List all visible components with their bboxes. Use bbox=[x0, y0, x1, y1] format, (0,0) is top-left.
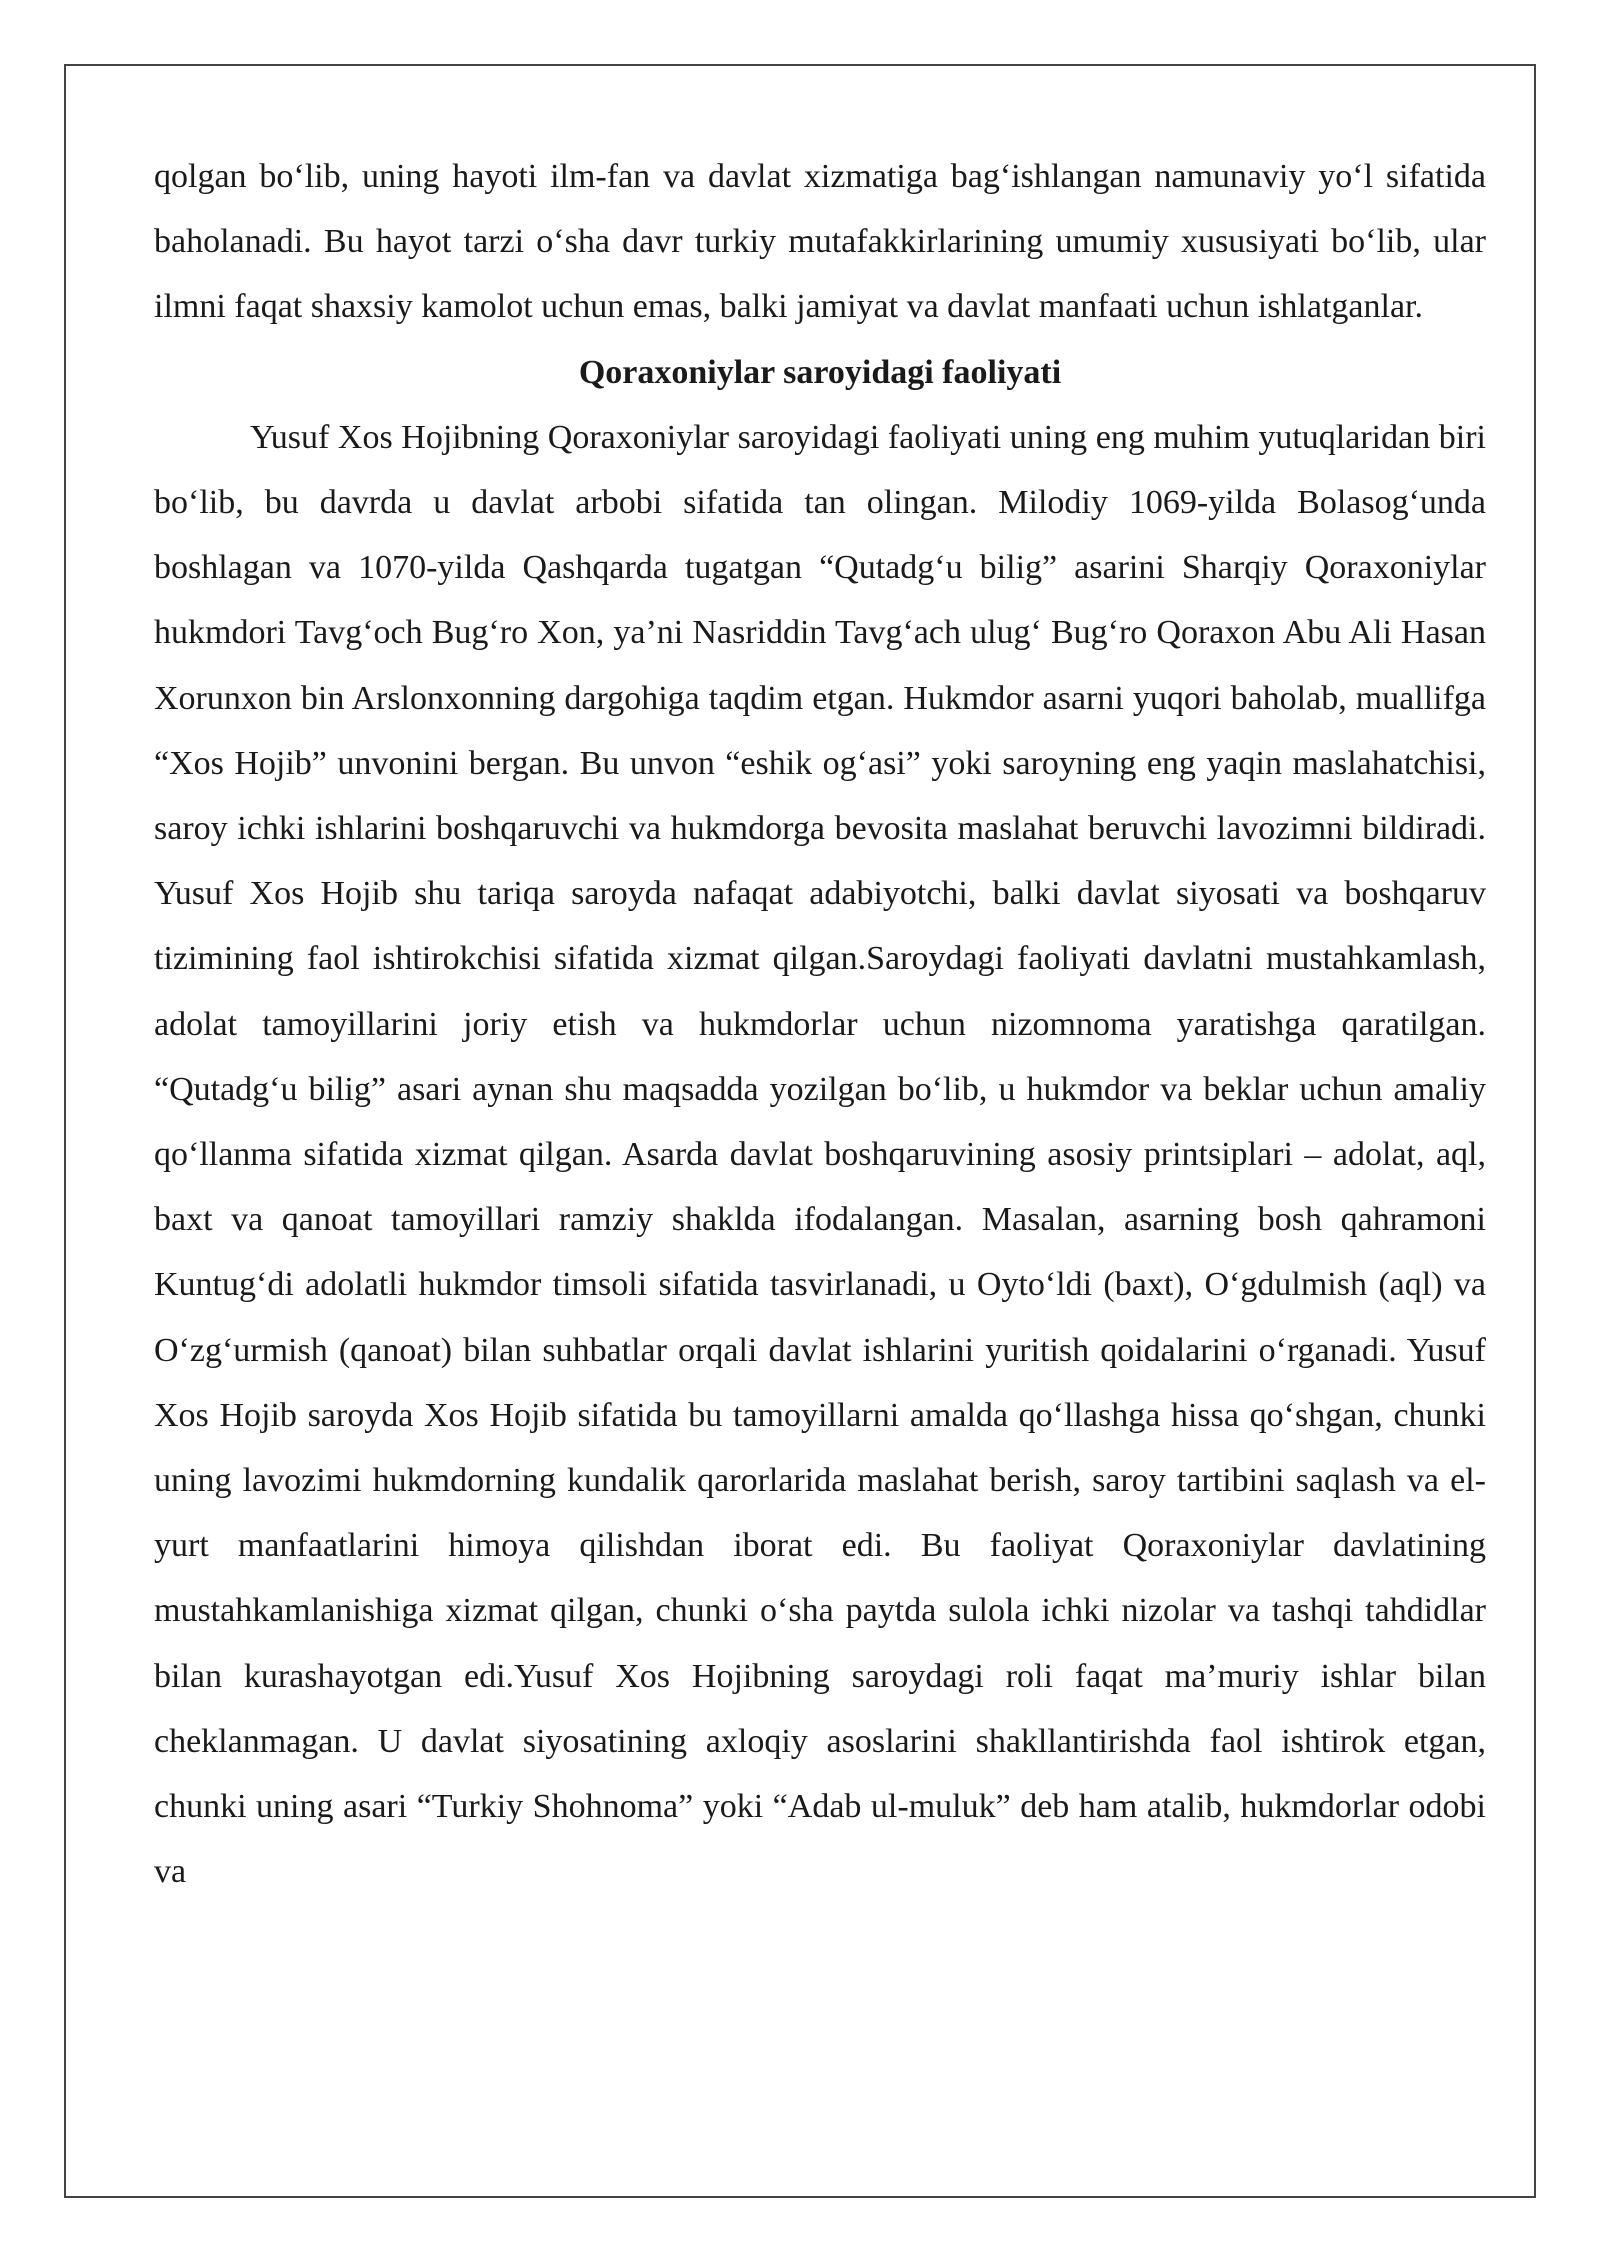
document-body bbox=[154, 144, 1486, 1904]
section-heading: Qoraxoniylar saroyidagi faoliyati bbox=[578, 353, 1062, 391]
paragraph-main: Yusuf Xos Hojibning Qoraxoniylar saroyidagi faoliyati uning eng muhim yutuqlaridan biri bo‘lib, bu davrda u davlat arbobi sifatida tan olingan. Milodiy 1069-yilda Bolasog‘unda boshlagan va 1070-yilda Qashqarda tugatgan “Qutadg‘u bilig” asarini Sharqiy Qoraxoniylar hukmdori Tavg‘och Bug‘ro Xon, ya’ni Nasriddin Tavg‘ach ulug‘ Bug‘ro Qoraxon Abu Ali Hasan Xorunxon bin Arslonxonning dargohiga taqdim etgan. Hukmdor asarni yuqori baholab, muallifga “Xos Hojib” unvonini bergan. Bu unvon “eshik og‘asi” yoki saroyning eng yaqin maslahatchisi, saroy ichki ishlarini boshqaruvchi va hukmdorga bevosita maslahat beruvchi lavozimni bildiradi. Yusuf Xos Hojib shu tariqa saroyda nafaqat adabiyotchi, balki davlat siyosati va boshqaruv tizimining faol ishtirokchisi sifatida xizmat qilgan.Saroydagi faoliyati davlatni mustahkamlash, adolat tamoyillarini joriy etish va hukmdorlar uchun nizomnoma yaratishga qaratilgan. “Qutadg‘u bilig” asari aynan shu maqsadda yozilgan bo‘lib, u hukmdor va beklar uchun amaliy qo‘llanma sifatida xizmat qilgan. Asarda davlat boshqaruvining asosiy printsiplari – adolat, aql, baxt va qanoat tamoyillari ramziy shaklda ifodalangan. Masalan, asarning bosh qahramoni Kuntug‘di adolatli hukmdor timsoli sifatida tasvirlanadi, u Oyto‘ldi (baxt), O‘gdulmish (aql) va O‘zg‘urmish (qanoat) bilan suhbatlar orqali davlat ishlarini yuritish qoidalarini o‘rganadi. Yusuf Xos Hojib saroyda Xos Hojib sifatida bu tamoyillarni amalda qo‘llashga hissa qo‘shgan, chunki uning lavozimi hukmdorning kundalik qarorlarida maslahat berish, saroy tartibini saqlash va el-yurt manfaatlarini himoya qilishdan iborat edi. Bu faoliyat Qoraxoniylar davlatining mustahkamlanishiga xizmat qilgan, chunki o‘sha paytda sulola ichki nizolar va tashqi tahdidlar bilan kurashayotgan edi.Yusuf Xos Hojibning saroydagi roli faqat ma’muriy ishlar bilan cheklanmagan. U davlat siyosatining axloqiy asoslarini shakllantirishda faol ishtirok etgan, chunki uning asari “Turkiy Shohnoma” yoki “Adab ul-muluk” deb ham atalib, hukmdorlar odobi va bbox=[154, 418, 1486, 1891]
paragraph-continuation: qolgan bo‘lib, uning hayoti ilm-fan va davlat xizmatiga bag‘ishlangan namunaviy yo‘l sifatida baholanadi. Bu hayot tarzi o‘sha davr turkiy mutafakkirlarining umumiy xususiyati bo‘lib, ular ilmni faqat shaxsiy kamolot uchun emas, balki jamiyat va davlat manfaati uchun ishlatganlar. bbox=[154, 158, 1486, 326]
